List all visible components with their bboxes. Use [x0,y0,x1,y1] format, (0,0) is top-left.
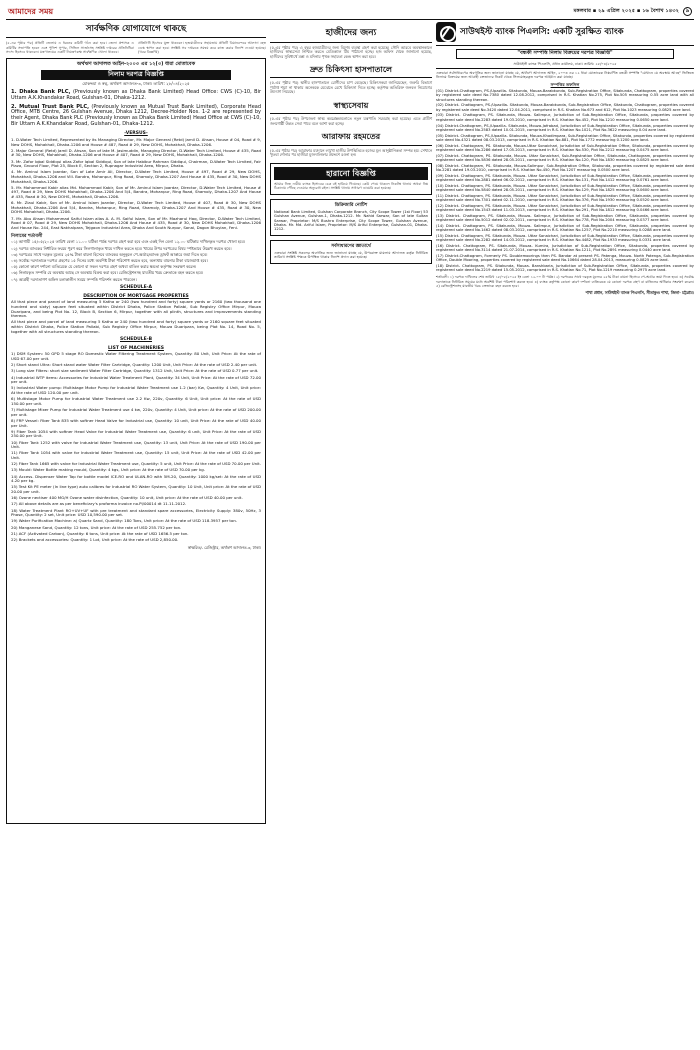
page-date: মঙ্গলবার ▪ ২৯ এপ্রিল ২০২৫ ▪ ১৬ বৈশাখ ১৪৩২ [573,8,679,15]
property-item-13: (13) District- Chattogram, PS. Sitakunda, Mouza- Salimpur, Jurisdiction of Sub-Registration Office, Sitakunda, properties covered by registered sale deed No.5012 dated 02.02.2011, comprised in R.S. Khatian No.778, Plot No.2004 measuring 0.0377 acre land. [436,213,694,222]
property-item-1: (01) District-Chattogram, PS./Upazilla- Sitakunda, Mouza-Barabkunda, Sub-Registration Office, Sitakunda, Chattogram, properties covered by registered sale deed No.7380 dated 12.08.2012, comprised in R.S. Khatian No.275, Plot No.505 measuring 0.55 acre land with all structures standing thereon. [436,89,694,102]
machinery-1: 1) DSM System: 50 GPD 5 stage RO Domestic Water Filtering Treatment System, Quantity: 80 Unit, Unit Price: At the rate of USD 67.00 per unit. [11,351,261,362]
machinery-20: 20) Manganese Sand, Quantity: 12 tons, Unit price: At the rate of USD 255.752 per ton. [11,524,182,530]
bank-notice-signature: শাখা প্রধান, সাউথইস্ট ব্যাংক পিএলসি, সীতাকুণ্ড শাখা, জিলা- চট্টগ্রাম। [585,290,694,296]
property-item-15: (15) District- Chattogram, PS. Sitakunda, Mouza- Uttar Sonaichari, Jurisdiction of Sub-Registration Office, Sitakunda, properties covered by registered sale deed No.2282 dated 14.03.2012, comprised in R.S. Khatian No.4482, Plot No.1933 measuring 0.0331 acre land. [436,233,694,243]
paper-name: আমাদের সময় [8,5,54,16]
machinery-14: 14) Access. Dispenser Water Tap for bottle model ICE-RO and ULAN-RO with 5M-20, Quantity: 1000 kg/set: At the rate of USD 4.20 per kg. [11,473,261,484]
property-item-7: (07) District- Chattogram, PS. Sitakunda, Mouza- Uttar Sonaichari, Sub-Registration Office, Sitakunda, Chattogram, properties covered by registered sale deed No.5836 dated 28.05.2011, comprised in R.S. Khatian No.120, Plot No.1830 measuring 0.0825 acre land. [436,153,694,162]
property-item-18: (18) District- Chattogram, PS. Sitakunda, Mouza- Banshbaria, Jurisdiction of Sub-Registration Office, Sitakunda, properties covered by registered sale deed No.2219 dated 15.05.2012, comprised in R.S. Khatian No.71, Plot No.1219 measuring 0.2975 acre land. [436,263,694,273]
machinery-9: 9) Fiber Tank 1054 with softner Head Valve for Industrial Water Treatment use, Quantity: 6 unit, Unit Price: At the rate of USD 250.00 per Unit. [11,428,261,439]
plaintiff-1-text: (Previously known as Dhaka Bank Limited) Head Office: CWS (C)-10, Bir Uttam A.K.Khandakar Road, Gulshan-01, Dhaka-1212. [11,88,262,101]
schedule-a-label: SCHEDULE-A [119,285,153,291]
lost-notice-heading: হারানো বিজ্ঞপ্তি [274,167,428,180]
defendant-1: 1. D-Water Tech Limited, Represented by its Managing Director, Mr. Major General (Retd) Jamil D. Ahsan, House # 04, Road # 9, New DOHS, Mohakhali, Dhaka-1206 and House # 487, Road # 29, New DOHS, Mohakhali, Dhaka-1206. [11,136,261,147]
property-item-3: (03) District- Chattogram, PS. Sitakunda, Mouza- Salimpur, Jurisdiction of Sub-Registration Office, Sitakunda, properties covered by registered sale deed No.2283 dated 19.03.2010, comprised in R.S. Khatian No.452, Plot No.1210 measuring 0.0650 acre land. [436,113,694,122]
left-headline: সার্বক্ষণিক যোগাযোগে থাকছে [6,22,266,38]
lost-notice-ad [270,163,432,195]
masthead [6,4,694,20]
schedule-a-title: DESCRIPTION OF MORTGAGE PROPERTIES [83,293,189,299]
machinery-2: 2) Short stand Ultra: Short stand water Water Filter Cartridge, Quantity: 1200 Unit, Unit Price: At the rate of USD 2.40 per unit. [11,362,258,368]
story-3-text: (৫-এর পৃষ্ঠার পর) উপজেলা স্বাস্থ্য কমপ্লেক্সগুলোতে নতুন যন্ত্রপাতি সরবরাহ করা হয়েছে। এতে গ্রামীণ জনগোষ্ঠী উন্নত সেবা পাবে বলে আশা করা হচ্ছে। [270,116,432,126]
property-item-6: (06) District- Chattogram, PS. Sitakunda, Mouza-Uttar Sonaichari, Jurisdiction of Sub-Registration Office, Sitakunda, properties covered by registered sale deed No.2286 dated 17.05.2013, comprised in R.S. Khatian No.530, Plot No.2212 measuring 0.0475 acre land. [436,143,694,152]
property-item-16: (16) District- Chattogram, PS. Sitakunda, Mouza- Kumira, Jurisdiction of Sub-Registration Office, Sitakunda, properties covered by registered sale deed No.3114 dated 21.07.2014, comprised in R.S. Khatian No.1211, Plot No.2891 measuring 0.0440 acre land. [436,243,694,253]
machinery-17: 17) All above details are as per beneficiary's proforma invoice no.PI/00014 dt 11.11.2012. [11,501,187,507]
conditions-label: নিলামের শর্তাবলী [11,233,43,239]
left-intro-text-b: প্রতিনিধি হিসেবে যুক্ত থাকবেন। হজযাত্রীদের সহায়তায় প্রতিটি বিমানবন্দরে আলাদা হেল্প ডেস্ক স্থাপন করা হবে। সংশ্লিষ্ট সব দপ্তরকে সমন্বয় করে কাজ করার নির্দেশ দেওয়া হয়েছে। (খবর বিজ্ঞপ্তি) [138,41,266,54]
schedule-a-item-2: All that piece and parcel of land measuring 5 Katha or 240 (two hundred and forty) square yards or 2160 square feet situated within District Dhaka, Police Station Pallabi, Sub Registry Office Mirpur, Mouza Duaripara, being Plot No. 14, Road No. 5, together with all structures standing thereon. [11,319,261,334]
property-item-12: (12) District- Chattogram, PS. Sitakunda, Mouza- Uttar Sonaichari, Jurisdiction of Sub-Registration Office, Sitakunda, properties covered by registered sale deed No.1543 dated 11.03.2013, comprised in R.S. Khatian No.291, Plot No.1812 measuring 0.0466 acre land. [436,203,694,212]
notice-ref: মোকদ্দমা ও স্বত্ব, অর্থঋণ আদালত-৩, ঢাকা। তারিখ: ২৮/০৪/২০২৫ [82,81,190,87]
machinery-6: 6) Multistage Motor Pump for Industrial Water Treatment use 2.2 Kw, 220v, Quantity: 6 Unit, Unit price: At the rate of USD 150.00 per unit. [11,396,261,406]
middle-column [270,22,432,264]
bank-name: সাউথইস্ট ব্যাংক পিএলসি: একটি সুরক্ষিত ব্যাংক [460,26,624,37]
machinery-5: 5) Industrial Water pump: Multistage Motor Pump for Industrial Water Treatment use 1.2 (bar) Kw, Quantity: 4 Unit, Unit price: At the rate of USD 120.00 per unit. [11,385,261,396]
condition-2: ০২) দরপত্র ব্যাংকের নির্ধারিত ফরমে পূরণ করে সিলগালাকৃত খামে দাখিল করতে হবে। খামের উপর দরপত্রের বিষয় স্পষ্টভাবে উল্লেখ করতে হবে। [11,245,232,251]
left-intro [6,41,266,54]
bank-header [436,22,694,46]
schedule-b-label: SCHEDULE-B [119,337,152,343]
public-notice-text: এতদ্বারা সংশ্লিষ্ট সকলের অবগতির জন্য জানানো যাচ্ছে যে, উপরোক্ত মামলায় আদালত কর্তৃক নির্ধারিত তারিখে সংশ্লিষ্ট পক্ষকে উপস্থিত থাকার নির্দেশ প্রদান করা হয়েছে। [274,250,428,260]
date-block [574,7,693,16]
decree-notice-heading: ডিক্রিজারি নোটিশ [334,202,368,208]
story-2-title: দ্রুত চিকিৎসা হাসপাতালে [270,62,432,78]
story-1-title: হাজীদের জন্য [270,25,432,43]
notice-subtitle: নিলাম দরপত্র বিজ্ঞপ্তি [41,70,231,80]
schedule-a-item-1: All that piece and parcel of land measuring 5 Katha or 240 (two hundred and forty) square yards or 2160 (two thousand one hundred and sixty) square feet situated within District Dhaka, Police Station Pallabi, Sub Registry Office Mirpur, Mouza Duaripara, and being Plot No. 12, Block B, Section 6, Mirpur, together with all plinth, structures and improvements standing thereon. [11,299,261,319]
left-column [6,22,266,824]
versus-label: -VERSUS- [124,131,148,137]
machinery-11: 11) Fiber Tank 1054 with valve for Industrial Water Treatment use, Quantity: 15 unit, Unit Price: At the rate of USD 42.00 per Unit. [11,450,261,460]
property-item-10: (10) District- Chattogram, PS. Sitakunda, Mouza- Uttar Sonaichari, Jurisdiction of Sub-Registration Office, Sitakunda, properties covered by registered sale deed No.5840 dated 28.05.2011, comprised in R.S. Khatian No.129, Plot No.1825 measuring 0.0600 acre land. [436,183,694,192]
condition-7: ০৭) আগ্রহী দরদাতাগণ অফিস চলাকালীন সময়ে সম্পত্তি পরিদর্শন করতে পারবেন। [11,276,137,282]
defendant-3: 3. Mr. Zafor Iqbal Siddiqui alias Zafor Iqbal Siddiqui, Son of late Habibur Rahman Siddiqui, Chairman, D-Water Tech Limited, Fair Plaza, Ground Floor, Plot 25, Block E, Section 2, Rupnagar Industrial Area, Mirpur, Dhaka. [11,158,261,169]
machinery-16: 16) Ozone nectiser 400 MG/H Ozone water disinfection, Quantity: 10 unit, Unit price: At the rate of USD 40.00 per unit. [11,495,243,501]
property-item-17: (17) District-Chattogram, Formerly PS. Doublemoorings then PS. Bandar at present PS. Patenga, Mouza- North Patenga, Sub-Registration Office, Double Mooring, properties covered by registered sale deed No.10664 dated 28.04.2013, measuring 0.0825 acre land. [436,253,694,263]
machinery-18: 18) Water Treatment Plant RO+UV+UF with pre treatment and standard spare accessories, Electricity Supply: 380v, 50Hz, 3 Phase, Quantity: 2 set, Unit price: USD 10,590.00 per set. [11,507,261,518]
property-item-14: (14) District- Chattogram, PS. Sitakunda, Mouza- Salimpur, Jurisdiction of Sub-Registration Office, Sitakunda, properties covered by registered sale deed No.1462 dated 08.03.2012, comprised in R.S. Khatian No.1257, Plot No.2210 measuring 0.0288 acre land. [436,223,694,233]
machinery-10: 10) Fiber Tank 1252 with valve for Industrial Water Treatment use, Quantity: 13 unit, Unit Price: At the rate of USD 190.00 per Unit. [11,439,261,450]
defendant-4: 4. Mr. Aminul Islam Joardar, Son of Late Amir Ali, Director, D-Water Tech Limited, House # 497, Road # 29, New DOHS, Mohakhali, Dhaka-1206 and Vill. Bandra, Mohanpur, Ring Road, Shamoly, Dhaka-1207 And House # 435, Road # 30, New DOHS Mohakhali, Dhaka-1206. [11,169,261,184]
bank-notice-intro: এতদ্বারা সর্বসাধারণের অবগতির জন্য জানানো যাচ্ছে যে, অর্থঋণ আদালত আইন, ২০০৩ এর ১২ ধারা মোতাবেক নিম্নবর্ণিত বন্ধকী সম্পত্তি "যেখানে যে অবস্থায় আছে" ভিত্তিতে নিলামে বিক্রয়ের জন্য আগ্রহী ক্রেতাদের নিকট থেকে সিলমোহরকৃত দরপত্র আহ্বান করা যাচ্ছে। [436,68,694,80]
machinery-3: 3) Long size Filters: short size sediment Water Filter Cartridge, Quantity: 1312 Unit, Unit Price: At the rate of USD 0.77 per unit. [11,368,259,374]
bank-address: সাউথইস্ট ব্যাংক পিএলসি, প্রধান কার্যালয়, ঢাকা। তারিখ: ২৮/০৪/২০২৫ [513,61,617,66]
machinery-8: 8) FRP Vessel: Fiber Tank 835 with softner Head Valve for Industrial use, Quantity: 10 unit, Unit Price: At the rate of USD 40.00 per Unit. [11,417,261,428]
property-item-2: (02) District- Chattogram, PS./Upazilla- Sitakunda, Mouza-Barabkunda, Sub-Registration Office, Sitakunda, Chattogram, properties covered by registered sale deed No.3420 dated 12.04.2011, comprised in R.S. Khatian No.673 and 612, Plot No.1023 measuring 0.0825 acre land. [436,103,694,112]
condition-6: ০৬) নিলামকৃত সম্পত্তি যে অবস্থায় আছে সে অবস্থায় বিক্রয় করা হবে। রেজিস্ট্রেশনসহ যাবতীয় খরচ ক্রেতাকে বহন করতে হবে। [11,270,204,276]
decree-notice-text: National Bank Limited, Gulshan Corporate Branch, City Scope Tower (1st Floor) 53 Gulshan Avenue, Gulshan-1, Dhaka-1212. Mr. Nahid Sarwar, Son of late Sultan Sarwar, Proprietor: M/S Bushra Enterprise, City Scope Tower, Gulshan Avenue, Dhaka. Mr. Md. Ariful Islam, Proprietor: M/S Ariful Enterprise, Gulshan-01, Dhaka-1212. [274,209,428,232]
notice-signature: স্বাক্ষরিত/- রেজিস্ট্রার, অর্থঋণ আদালত-৩, ঢাকা। [187,544,261,550]
left-intro-text-a: (৫-এর পৃষ্ঠার পর) প্রতিটি জেলায় এ ধরনের কমিটি গঠন করা হবে। জেলা প্রশাসক এ কমিটির সভাপতি হবেন এবং পুলিশ সুপার, সিভিল সার্জনসহ সংশ্লিষ্ট দপ্তরের প্রতিনিধিরা সদস্য হিসেবে থাকবেন। মন্ত্রণালয়ের একটি নিয়ন্ত্রণকক্ষ সার্বক্ষণিক খোলা থাকবে। [6,41,134,54]
lost-notice-text: আমার নিজ নামীয় ব্যাংক হিসাবের চেক বই হারিয়ে গিয়েছে। কেউ পেয়ে থাকলে নিকটস্থ থানায় অথবা নিম্ন ঠিকানায় পৌঁছে দেওয়ার অনুরোধ রইল। সংশ্লিষ্ট থানায় সাধারণ ডায়েরি করা হয়েছে। [274,182,428,191]
public-notice [270,240,432,264]
machinery-13: 13) Mould: Water Bottle making mould, Quantity: 4 kgs, Unit price: At the rate of USD 70.00 per kg. [11,467,205,473]
machinery-19: 19) Water Purification Machine: a) Quartz Sand, Quantity: 180 Tons, Unit price: At the rate of USD 118.3957 per ton. [11,518,238,524]
machinery-4: 4) Industrial WTP items: Accessories for Industrial Water Treatment Plant, Quantity: 34 Unit, Unit Price: At the rate of USD 72.00 per unit. [11,374,261,385]
property-item-5: (05) District- Chattogram, PS./Upazilla- Sitakunda, Mouza-Khadimpara, Sub-Registration Office, Sitakunda, properties covered by registered sale deed No.4321 dated 08.03.2013, comprised in R.S. Khatian No.881, Plot No.1772 measuring 0.1200 acre land. [436,133,694,142]
property-item-4: (04) District-Chattogram, PS./Upazilla- Sitakunda, Mouza-Jafrabad, Jurisdiction of Sub-Registration Office, Sitakunda, properties covered by registered sale deed No.2583 dated 10.01.2015, comprised in R.S. Khatian No.1021, Plot No.3622 measuring 0.04 acre land. [436,123,694,132]
plaintiff-2-text: (Previously known as Mutual Trust Bank Limited), Corporate Head Office, MTB Centre, 26 Gulshan Avenue, Dhaka 1212, Decree-Holder Nos. 1-2 are represented by their Agent, Dhaka Bank PLC (Previously known as Dhaka Bank Limited) Head Office at CWS (C)-10, Bir Uttam A.K.Khandakar Road, Gulshan-01, Dhaka-1212. [11,103,262,128]
bank-notice-tagline: "বন্ধকী সম্পত্তি নিলাম বিক্রয়ের দরপত্র বিজ্ঞপ্তি" [456,49,674,59]
story-4-title: আরাফায় রহমতের [270,129,432,145]
bank-logo-icon [436,22,456,42]
condition-1: ০১) আগামী ১৫/০৫/২০২৫ তারিখ বেলা ১১.০০ ঘটিকা পর্যন্ত দরপত্র গ্রহণ করা হবে এবং একই দিন বেলা ১২.০০ ঘটিকায় দাখিলকৃত দরপত্র খোলা হবে। [11,239,246,245]
bank-notice-terms: শর্তাবলী: ১) দরপত্র দাখিলের শেষ তারিখ ১৮/০৫/২০২৫ ইং বেলা ১২.০০ টা পর্যন্ত। ২) দরপত্রের সাথে দরকৃত মূল্যের ২৫% টাকা বায়না হিসেবে পে-অর্ডার জমা দিতে হবে। ৩) সর্বোচ্চ দরদাতাকে নির্ধারিত সময়ের মধ্যে অবশিষ্ট টাকা পরিশোধ করতে হবে। ৪) ব্যাংক কর্তৃপক্ষ কোনো কারণ দর্শানো ব্যতিরেকে যে কোনো দরপত্র গ্রহণ বা বাতিলের অধিকার সংরক্ষণ করেন। ৫) রেজিস্ট্রেশনসহ যাবতীয় খরচ ক্রেতাকে বহন করতে হবে। [436,275,694,288]
story-1-text: (৫-এর পৃষ্ঠার পর) এ বছর হজযাত্রীদের জন্য বিশেষ ব্যবস্থা গ্রহণ করা হয়েছে। সৌদি আরবে অবস্থানকালে হাজীদের স্বাস্থ্যসেবা নিশ্চিত করতে মেডিক্যাল টিম পাঠানো হচ্ছে। হজ অফিস থেকে জানানো হয়েছে, হাজীদের সুবিধার্থে মক্কা ও মদিনায় পৃথক সহায়তা কেন্দ্র স্থাপন করা হবে। [270,44,432,59]
plaintiff-2 [11,104,261,129]
condition-3: ০৩) দরপত্রের সাথে দরকৃত মূল্যের ২৫% টাকা বায়না হিসেবে ব্যাংকের অনুকূলে পে-অর্ডার/ব্যাংক ড্রাফট আকারে জমা দিতে হবে। [11,251,208,257]
story-4-text: (৫-এর পৃষ্ঠার পর) আরাফার ময়দানে লাখো হাজীর উপস্থিতিতে হজের মূল আনুষ্ঠানিকতা সম্পন্ন হয়। সেখানে খুতবা শোনার পর হাজীরা মুজদালিফার উদ্দেশে রওনা হন। [270,147,432,158]
machinery-7: 7) Multistage Mixer Pump for Industrial Water Treatment use 4 kw, 220v, Quantity: 4 Unit, Unit price: At the rate of USD 200.00 per unit. [11,407,261,417]
machinery-21: 21) ACF (Activated Carbon), Quantity: 6 tons, Unit price: At the rate of USD 1656.5 per ton. [11,530,189,536]
machinery-22: 22) Brackets and accessories: Quantity: 1 Lot, Unit price: At the rate of USD 2,850.00. [11,537,179,543]
condition-5: ০৫) কোনো কারণ দর্শানো ব্যতিরেকে যে কোনো বা সকল দরপত্র গ্রহণ অথবা বাতিল করার ক্ষমতা কর্তৃপক্ষ সংরক্ষণ করেন। [11,264,197,270]
defendant-2: 2. Major General (Retd) Jamil D. Ahsan, Son of late M. Jasimuddin, Managing Director, D-Water Tech Limited, House # 435, Road # 30, New DOHS, Mohakhali, Dhaka-1206 and House # 407, Road # 29, New DOHS, Mohakhali, Dhaka-1206. [11,147,261,158]
defendant-7: 7. Mr. Abu Ahsan Mohammad Saiful Islam alias A. A. M. Saiful Islam, Son of Mr. Mazharul Haq, Director, D-Water Tech Limited, Road # 07, Road # 29, New DOHS Mohakhali, Dhaka-1206 And House # 435, Road # 30, New DOHS Mohakhali, Dhaka-1206 And House No. 244, East Nakhalpara, Tejgaon Industrial Area, Dhaka And South Nurpur, Sonai, Dagon Bhuyian, Feni. [11,215,261,230]
public-notice-heading: সর্বসাধারণের জ্ঞাতার্থে [331,243,371,249]
story-2-text: (৫-এর পৃষ্ঠার পর) স্থানীয় হাসপাতালে রোগীদের চাপ বেড়েছে। চিকিৎসকরা জানিয়েছেন, জরুরি বিভাগে পর্যাপ্ত শয্যা না থাকায় অনেককে মেঝেতে রেখে চিকিৎসা দিতে হচ্ছে। কর্তৃপক্ষ অতিরিক্ত জনবল নিয়োগের উদ্যোগ নিয়েছে। [270,80,432,95]
auction-notice [6,58,266,824]
property-item-8: (08) District- Chattogram, PS. Sitakunda, Mouza-Salimpur, Sub-Registration Office, Sitakunda, properties covered by registered sale deed No.2281 dated 19.03.2010, comprised in R.S. Khatian No.450, Plot No.1207 measuring 0.0500 acre land. [436,163,694,172]
plaintiff-1 [11,89,261,102]
schedule-b-title: LIST OF MACHINERIES [108,345,164,351]
notice-title: অর্থঋণ আদালত আইন-২০০৩ এর ১২(৩) ধারা মোতাবেক [76,61,196,68]
machinery-15: 15) Test Kit PE meter (In line type) auto calibres for Industrial RO Water System, Quantity: 10 Unit, Unit price: At the rate of USD 20.00 per unit. [11,484,261,494]
page-number: ৯ [683,7,692,16]
machinery-12: 12) Fiber Tank 1665 with valve for Industrial Water Treatment use, Quantity: 5 unit, Unit Price: At the rate of USD 70.00 per Unit. [11,461,261,467]
condition-4: ০৪) সর্বোচ্চ দরদাতাকে দরপত্র গ্রহণের ১৫ দিনের মধ্যে অবশিষ্ট টাকা পরিশোধ করতে হবে, অন্যথায় বায়নার টাকা বাজেয়াপ্ত হবে। [11,258,208,263]
property-item-9: (09) District- Chattogram, PS. Sitakunda, Mouza- Uttar Sonaichari, Jurisdiction of Sub-Registration Office, Sitakunda, properties covered by registered sale deed No.2881 dated 06.02.2012, comprised in R.S. Khatian No.131, Plot No.1412 measuring 0.0761 acre land. [436,173,694,182]
right-column [436,22,694,296]
plaintiff-1-name: 1. Dhaka Bank PLC, [11,88,71,95]
decree-notice [270,199,432,236]
plaintiff-2-name: 2. Mutual Trust Bank PLC, [11,103,90,110]
property-schedule-label: সম্পত্তির তফসিল [550,81,580,87]
defendant-6: 6. Mr. Ziaul Kabir, Son of Mr. Aminul Islam Joardar, Director, D-Water Tech Limited, House # 407, Road # 30, New DOHS Mohakhali, Dhaka-1206 And 5/4, Bandra, Mohanpur, Ring Road, Shamoly, Dhaka-1207 And House # 435, Road # 30, New DOHS Mohakhali, Dhaka-1206. [11,200,261,215]
property-item-11: (11) District- Chattogram, PS. Sitakunda, Mouza- Uttar Sonaichari, Jurisdiction of Sub-Registration Office, Sitakunda, properties covered by registered sale deed No.7301 dated 02.11.2010, comprised in R.S. Khatian No.376, Plot No.1930 measuring 0.0520 acre land. [436,193,694,202]
story-3-title: স্বাস্থ্যসেবায় [270,98,432,114]
defendant-5: 5. Mr. Mohammad Kabir alias Md. Mohammad Kabir, Son of Mr. Aminul Islam Joardar, Director, D-Water Tech Limited, House # 497, Road # 29, New DOHS Mohakhali, Dhaka-1206 And 5/4, Bandra, Mohanpur, Ring Road, Shamoly, Dhaka-1207 And House # 435, Road # 30, New DOHS, Mohakhali, Dhaka-1206. [11,184,261,200]
